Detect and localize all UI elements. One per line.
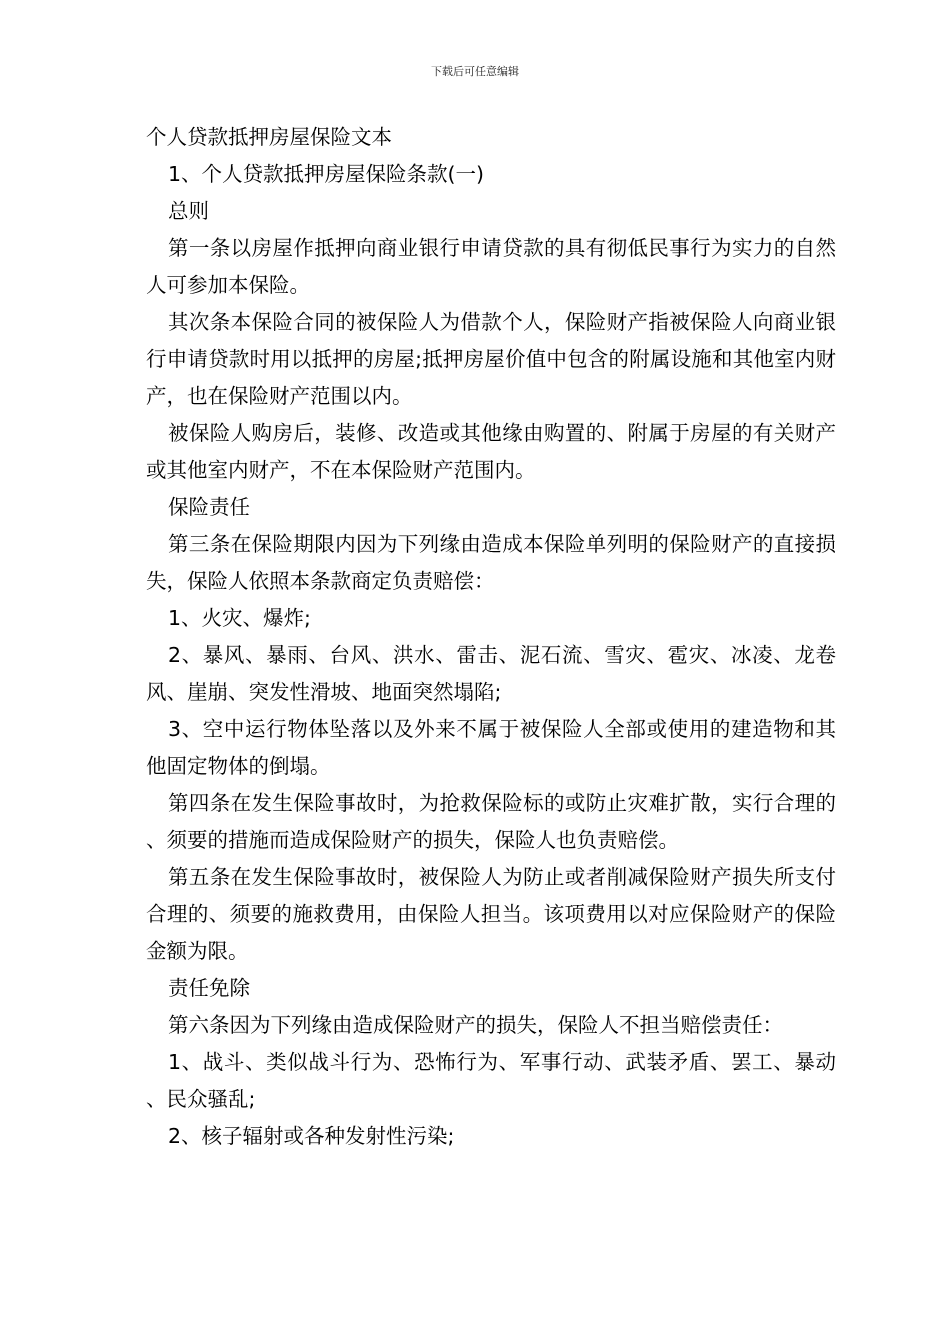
paragraph-article-4: 第四条在发生保险事故时，为抢救保险标的或防止灾难扩散，实行合理的、须要的措施而造成保险财产的损失，保险人也负责赔偿。: [146, 791, 836, 852]
document-title: 个人贷款抵押房屋保险文本: [146, 125, 392, 149]
document-body: [146, 119, 836, 1155]
section-heading-general: 总则: [168, 199, 209, 223]
list-item-liability-3: 3、空中运行物体坠落以及外来不属于被保险人全部或使用的建造物和其他固定物体的倒塌。: [146, 717, 836, 778]
section-heading-liability: 保险责任: [168, 495, 250, 519]
list-item-liability-2: 2、暴风、暴雨、台风、洪水、雷击、泥石流、雪灾、雹灾、冰凌、龙卷风、崖崩、突发性滑坡、地面突然塌陷;: [146, 643, 836, 704]
page-header: 下载后可任意编辑: [431, 65, 519, 78]
paragraph-article-1: 第一条以房屋作抵押向商业银行申请贷款的具有彻低民事行为实力的自然人可参加本保险。: [146, 236, 836, 297]
paragraph-article-5: 第五条在发生保险事故时，被保险人为防止或者削减保险财产损失所支付合理的、须要的施救费用，由保险人担当。该项费用以对应保险财产的保险金额为限。: [146, 865, 836, 963]
list-item-exemption-2: 2、核子辐射或各种发射性污染;: [168, 1124, 455, 1148]
paragraph-article-2: 其次条本保险合同的被保险人为借款个人，保险财产指被保险人向商业银行申请贷款时用以抵押的房屋;抵押房屋价值中包含的附属设施和其他室内财产，也在保险财产范围以内。: [146, 310, 836, 408]
list-item-exemption-1: 1、战斗、类似战斗行为、恐怖行为、军事行动、武装矛盾、罢工、暴动、民众骚乱;: [146, 1050, 836, 1111]
paragraph-exclusion-note: 被保险人购房后，装修、改造或其他缘由购置的、附属于房屋的有关财产或其他室内财产，不在本保险财产范围内。: [146, 421, 836, 482]
paragraph-article-3: 第三条在保险期限内因为下列缘由造成本保险单列明的保险财产的直接损失，保险人依照本条款商定负责赔偿：: [146, 532, 836, 593]
paragraph-article-6: 第六条因为下列缘由造成保险财产的损失，保险人不担当赔偿责任：: [168, 1013, 783, 1037]
section-heading-exemption: 责任免除: [168, 976, 250, 1000]
list-item-liability-1: 1、火灾、爆炸;: [168, 606, 311, 630]
paragraph-clause-heading: 1、个人贷款抵押房屋保险条款(一): [168, 162, 485, 186]
